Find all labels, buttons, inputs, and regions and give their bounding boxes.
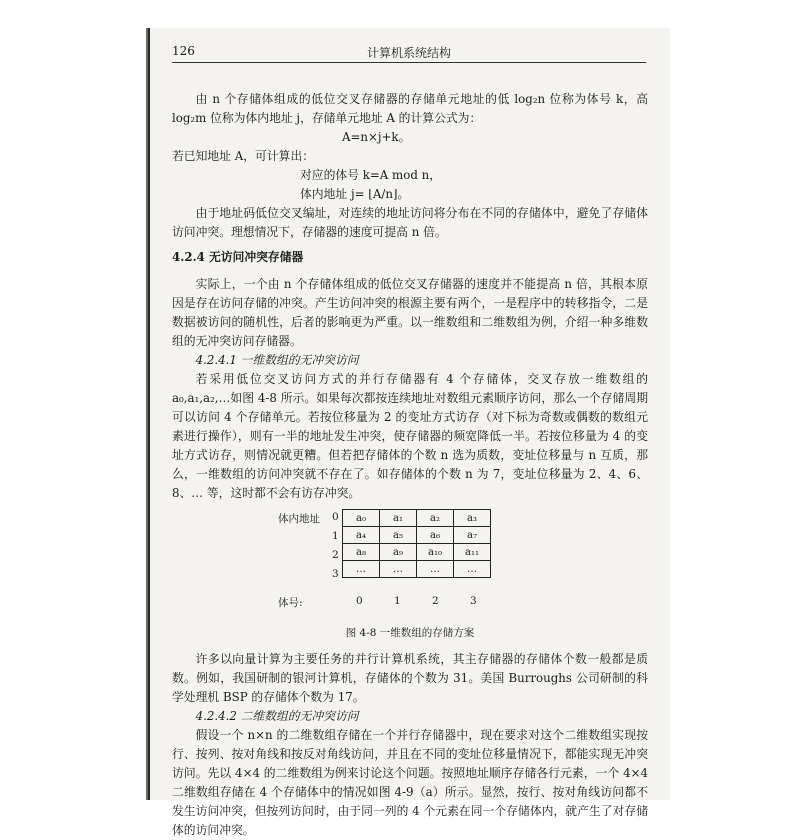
row-index: 1 — [332, 530, 339, 542]
grid-row — [343, 544, 491, 561]
paragraph: 若采用低位交叉访问方式的并行存储器有 4 个存储体，交叉存放一维数组的 a₀,a₁,a₂,…如图 4-8 所示。如果每次都按连续地址对数组元素顺序访问，那么一个存储周期可以访问 4 个存储单元。若按位移量为 2 的变址方式访存（对下标为奇数或偶数的数组元素进行操作），则有一半的地址发生冲突，使存储器的频宽降低一半。若按位移量为 4 的变址方式访存，则情况就更糟。但若把存储体的个数 n 选为质数，变址位移量与 n 互质，那么，一维数组的访问冲突就不存在了。如存储体的个数 n 为 7，变址位移量为 2、4、6、8、… 等，这时都不会有访存冲突。 — [172, 372, 648, 500]
grid-cell: a₁₀ — [417, 544, 454, 561]
page-content — [172, 90, 648, 840]
bank-label: 体号: — [278, 597, 303, 609]
section-heading: 4.2.4 无访问冲突存储器 — [172, 250, 304, 264]
paragraph: 若已知地址 A，可计算出： — [172, 149, 315, 163]
grid-cell: a₁₁ — [454, 544, 491, 561]
bank-number: 0 — [356, 595, 363, 607]
grid-cell: … — [454, 561, 491, 578]
figure-4-8 — [172, 509, 648, 617]
grid-cell: a₄ — [343, 527, 380, 544]
paragraph: 由 n 个存储体组成的低位交叉存储器的存储单元地址的低 log₂n 位称为体号 k，高 log₂m 位称为体内地址 j，存储单元地址 A 的计算公式为： — [172, 92, 648, 125]
formula: 体内地址 j= ⌊A/n⌋。 — [300, 187, 410, 201]
grid-cell: … — [343, 561, 380, 578]
row-index: 0 — [332, 511, 339, 523]
bank-number: 1 — [394, 595, 401, 607]
paragraph: 实际上，一个由 n 个存储体组成的低位交叉存储器的速度并不能提高 n 倍，其根本原因是存在访问存储的冲突。产生访问冲突的根源主要有两个，一是程序中的转移指令，二是数据被访问的随机性，后者的影响更为严重。以一维数组和二维数组为例，介绍一种多维数组的无冲突访问存储器。 — [172, 277, 648, 348]
page-header — [172, 42, 646, 63]
bank-number: 3 — [470, 595, 477, 607]
grid-cell: a₆ — [417, 527, 454, 544]
grid-cell: a₀ — [343, 510, 380, 527]
row-index: 2 — [332, 549, 339, 561]
grid-cell: a₂ — [417, 510, 454, 527]
book-page — [150, 28, 670, 837]
formula: 对应的体号 k=A mod n， — [300, 168, 442, 182]
grid-cell: a₁ — [380, 510, 417, 527]
grid-cell: a₇ — [454, 527, 491, 544]
row-index: 3 — [332, 568, 339, 580]
bank-number: 2 — [432, 595, 439, 607]
subsection-heading: 4.2.4.2 二维数组的无冲突访问 — [195, 709, 359, 723]
grid-cell: … — [417, 561, 454, 578]
grid-cell: a₃ — [454, 510, 491, 527]
subsection-heading: 4.2.4.1 一维数组的无冲突访问 — [195, 353, 359, 367]
figure-caption: 图 4-8 一维数组的存储方案 — [345, 627, 475, 639]
formula: A=n×j+k。 — [342, 130, 411, 144]
address-label: 体内地址 — [278, 513, 320, 525]
grid-cell: a₈ — [343, 544, 380, 561]
grid-cell: a₉ — [380, 544, 417, 561]
page-number: 126 — [172, 44, 195, 58]
paragraph: 由于地址码低位交叉编址，对连续的地址访问将分布在不同的存储体中，避免了存储体访问冲突。理想情况下，存储器的速度可提高 n 倍。 — [172, 206, 648, 239]
paragraph: 假设一个 n×n 的二维数组存储在一个并行存储器中，现在要求对这个二维数组实现按行、按列、按对角线和按反对角线访问，并且在不同的变址位移量情况下，都能实现无冲突访问。先以 4×4 的二维数组为例来讨论这个问题。按照地址顺序存储各行元素，一个 4×4 二维数组存储在 4 个存储体中的情况如图 4-9（a）所示。显然，按行、按对角线访问都不发生访问冲突，但按列访问时，由于同一列的 4 个元素在同一个存储体内，就产生了对存储体的访问冲突。 — [172, 728, 648, 837]
paragraph: 许多以向量计算为主要任务的并行计算机系统，其主存储器的存储体个数一般都是质数。例如，我国研制的银河计算机，存储体的个数为 31。美国 Burroughs 公司研制的科学处理机 BSP 的存储体个数为 17。 — [172, 652, 648, 704]
storage-grid — [342, 509, 491, 578]
grid-row — [343, 561, 491, 578]
running-title: 计算机系统结构 — [366, 46, 451, 60]
grid-cell: … — [380, 561, 417, 578]
grid-cell: a₅ — [380, 527, 417, 544]
grid-row — [343, 527, 491, 544]
grid-row — [343, 510, 491, 527]
